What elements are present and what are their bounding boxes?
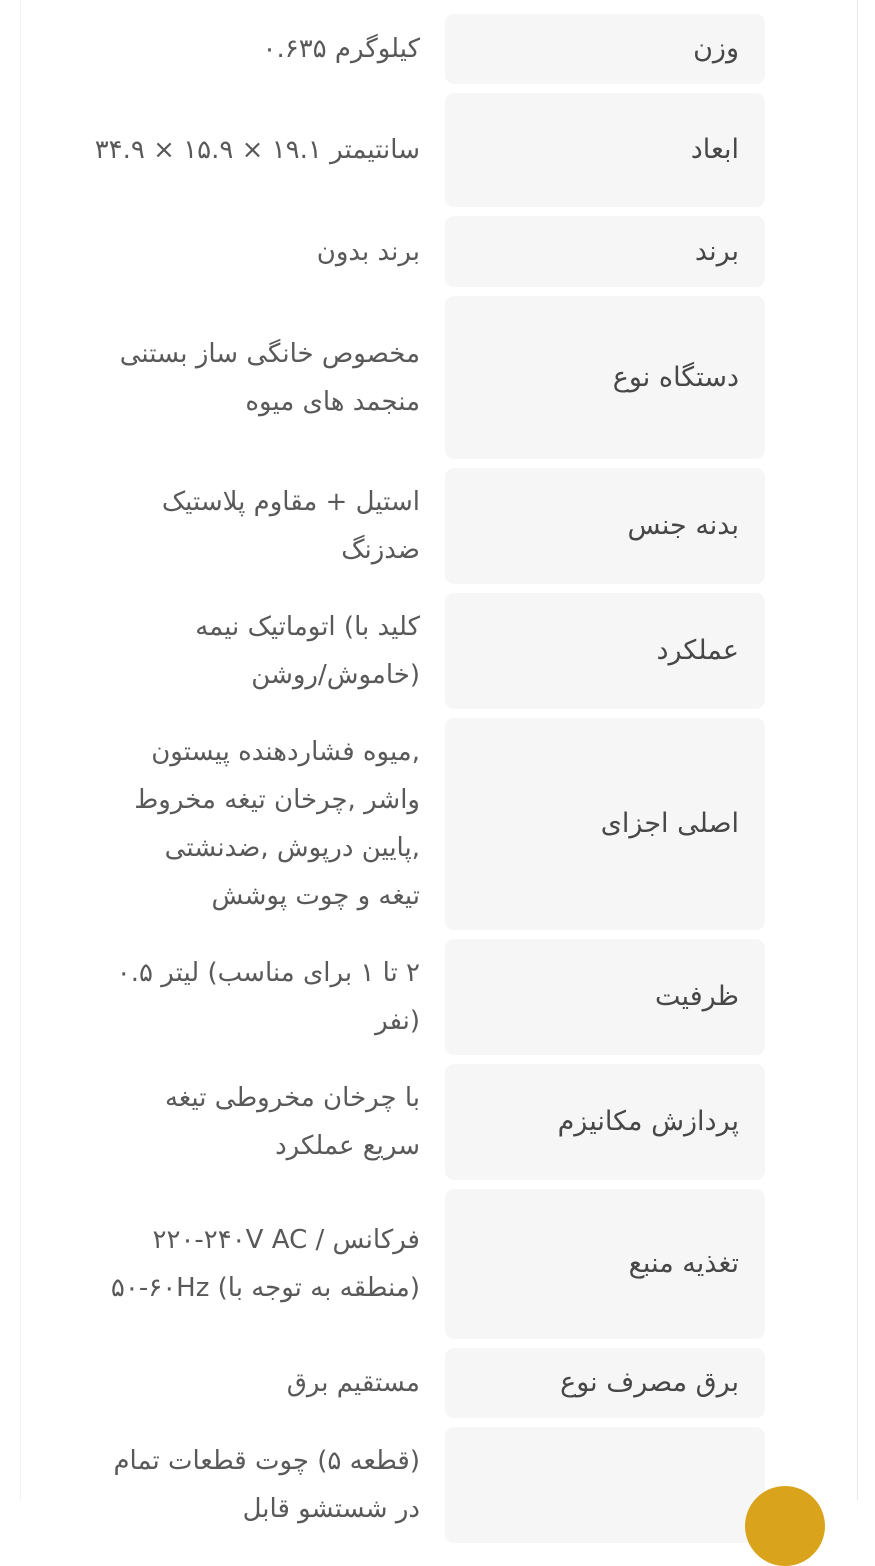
spec-label-text: نوع دستگاه: [612, 361, 739, 393]
spec-label-cell: [445, 14, 765, 84]
spec-label-text: نوع مصرف برق: [560, 1367, 739, 1398]
spec-label-text: اجزای اصلی: [600, 808, 739, 839]
spec-label-cell: [445, 216, 765, 287]
support-fab[interactable]: [745, 1486, 825, 1566]
spec-value-cell: [63, 939, 428, 1055]
column-gap: [428, 1064, 445, 1180]
spec-value-text: تیغه مخروطی چرخان با عملکرد سریع: [164, 1083, 420, 1161]
spec-value-cell: [63, 296, 428, 459]
spec-table-row: [0, 468, 875, 584]
spec-value-text: تمام قطعات چوت (۵ قطعه) قابل شستشو در: [113, 1446, 420, 1524]
spec-table-row: [0, 1189, 875, 1339]
column-gap: [428, 296, 445, 459]
spec-value-cell: [63, 1348, 428, 1418]
spec-label-text: وزن: [693, 33, 739, 64]
spec-label-cell: [445, 468, 765, 584]
spec-label-cell: [445, 1189, 765, 1339]
spec-label-cell: [445, 939, 765, 1055]
spec-table-row: [0, 14, 875, 84]
spec-value-cell: [63, 1427, 428, 1543]
spec-table-row: [0, 939, 875, 1055]
spec-value-text: پیستون فشاردهنده میوه, مخروط تیغه چرخان, واشر ضدنشتی, درپوش پایین, پوشش چوت و تیغه: [134, 737, 420, 911]
spec-label-text: برند: [694, 235, 739, 267]
spec-table-row: [0, 1427, 875, 1543]
spec-value-text: ۰.۶۳۵ کیلوگرم: [262, 34, 420, 64]
spec-value-text: بدون برند: [316, 236, 420, 267]
spec-value-cell: [63, 14, 428, 84]
spec-label-text: ابعاد: [690, 134, 739, 165]
spec-label-text: ظرفیت: [655, 981, 739, 1012]
spec-table-row: [0, 296, 875, 459]
spec-value-cell: [63, 718, 428, 930]
spec-table-row: [0, 718, 875, 930]
column-gap: [428, 1427, 445, 1543]
column-gap: [428, 1348, 445, 1418]
column-gap: [428, 939, 445, 1055]
spec-value-text: ۰.۵ لیتر (مناسب برای ۱ تا ۲ نفر): [116, 958, 420, 1036]
spec-value-cell: [63, 468, 428, 584]
spec-value-text: بستنی ساز خانگی مخصوص میوه های منجمد: [119, 338, 420, 417]
spec-label-cell: [445, 1427, 765, 1543]
spec-table-row: [0, 1064, 875, 1180]
spec-value-text: برق مستقیم: [286, 1368, 420, 1398]
spec-value-cell: [63, 1189, 428, 1339]
spec-label-cell: [445, 93, 765, 207]
spec-table-row: [0, 593, 875, 709]
spec-label-cell: [445, 1064, 765, 1180]
column-gap: [428, 14, 445, 84]
spec-value-cell: [63, 1064, 428, 1180]
spec-label-cell: [445, 1348, 765, 1418]
column-gap: [428, 593, 445, 709]
spec-label-text: منبع تغذیه: [628, 1248, 739, 1279]
spec-label-text: جنس بدنه: [627, 510, 739, 541]
spec-value-cell: [63, 93, 428, 207]
column-gap: [428, 1189, 445, 1339]
spec-label-cell: [445, 718, 765, 930]
spec-table-row: [0, 1348, 875, 1418]
spec-table: [0, 14, 875, 1543]
spec-label-cell: [445, 593, 765, 709]
spec-label-text: مکانیزم پردازش: [557, 1106, 739, 1137]
spec-value-text: نیمه اتوماتیک (با کلید روشن/خاموش): [195, 612, 420, 690]
spec-value-cell: [63, 216, 428, 287]
column-gap: [428, 468, 445, 584]
column-gap: [428, 93, 445, 207]
spec-table-row: [0, 216, 875, 287]
column-gap: [428, 718, 445, 930]
spec-table-row: [0, 93, 875, 207]
spec-value-text: ۳۴.۹ × ۱۵.۹ × ۱۹.۱ سانتیمتر: [94, 135, 420, 165]
spec-value-cell: [63, 593, 428, 709]
spec-label-cell: [445, 296, 765, 459]
spec-label-text: عملکرد: [656, 635, 739, 666]
spec-value-text: ۲۲۰-۲۴۰V AC / فرکانس ۵۰-۶۰Hz (با توجه به منطقه): [110, 1225, 420, 1303]
spec-value-text: پلاستیک مقاوم + استیل ضدزنگ: [161, 487, 420, 565]
column-gap: [428, 216, 445, 287]
